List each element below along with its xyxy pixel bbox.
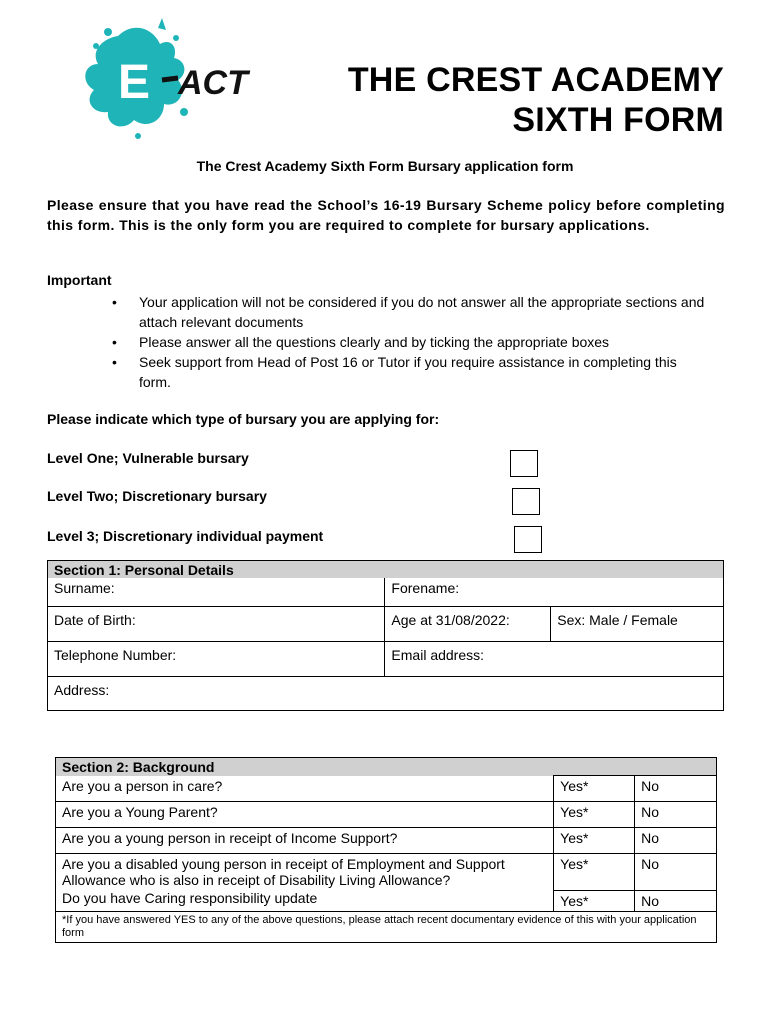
section2-heading: Section 2: Background (56, 758, 717, 776)
list-item: • Your application will not be considered if you do not answer all the appropriate sections and attach relevant documents (112, 294, 705, 330)
yes-option[interactable]: Yes* (554, 776, 635, 802)
no-option[interactable]: No (635, 776, 717, 802)
list-item: • Seek support from Head of Post 16 or Tutor if you require assistance in completing this form. (112, 354, 677, 390)
list-item: • Please answer all the questions clearly and by ticking the appropriate boxes (112, 334, 610, 350)
intro-paragraph: Please ensure that you have read the School’s 16-19 Bursary Scheme policy before completing this form. This is the only form you are required to complete for bursary applications. (47, 197, 725, 233)
personal-details-table (47, 560, 724, 711)
section1-heading: Section 1: Personal Details (48, 561, 724, 579)
page-title: THE CREST ACADEMY SIXTH FORM (347, 61, 724, 139)
yes-option[interactable]: Yes* (554, 854, 635, 891)
table-row: Do you have Caring responsibility update Yes* No (56, 890, 717, 911)
no-option[interactable]: No (635, 828, 717, 854)
background-table (55, 757, 717, 943)
level-three-label: Level 3; Discretionary individual payment (47, 528, 324, 544)
svg-text:ACT: ACT (178, 64, 248, 102)
level-three-checkbox[interactable] (514, 526, 542, 553)
table-row: Are you a young person in receipt of Income Support? Yes* No (56, 828, 717, 854)
bullet-icon: • (112, 354, 117, 370)
bullet-icon: • (112, 294, 117, 310)
email-field[interactable]: Email address: (385, 641, 724, 676)
level-two-label: Level Two; Discretionary bursary (47, 488, 267, 504)
evidence-note: *If you have answered YES to any of the above questions, please attach recent documentary evidence of this with your application form (56, 911, 717, 942)
sex-field[interactable]: Sex: Male / Female (551, 606, 724, 641)
telephone-field[interactable]: Telephone Number: (48, 641, 385, 676)
svg-text:E: E (118, 56, 151, 109)
no-option[interactable]: No (635, 890, 717, 911)
no-option[interactable]: No (635, 854, 717, 891)
level-one-checkbox[interactable] (510, 450, 538, 477)
table-row: Are you a disabled young person in receipt of Employment and Support Allowance who is also in receipt of Disability Living Allowance? Yes* No (56, 854, 717, 891)
table-row: Are you a Young Parent? Yes* No (56, 802, 717, 828)
e-act-logo (78, 16, 278, 142)
forename-field[interactable]: Forename: (385, 578, 724, 606)
important-heading: Important (47, 272, 112, 288)
yes-option[interactable]: Yes* (554, 802, 635, 828)
yes-option[interactable]: Yes* (554, 890, 635, 911)
age-field[interactable]: Age at 31/08/2022: (385, 606, 551, 641)
address-field[interactable]: Address: (48, 676, 724, 710)
bursary-prompt: Please indicate which type of bursary you are applying for: (47, 411, 440, 427)
yes-option[interactable]: Yes* (554, 828, 635, 854)
surname-field[interactable]: Surname: (48, 578, 385, 606)
important-list (112, 292, 712, 392)
no-option[interactable]: No (635, 802, 717, 828)
level-two-checkbox[interactable] (512, 488, 540, 515)
level-one-label: Level One; Vulnerable bursary (47, 450, 249, 466)
dob-field[interactable]: Date of Birth: (48, 606, 385, 641)
form-subtitle: The Crest Academy Sixth Form Bursary application form (196, 158, 574, 174)
bullet-icon: • (112, 334, 117, 350)
table-row: Are you a person in care? Yes* No (56, 776, 717, 802)
logo-splash-icon (78, 16, 278, 142)
